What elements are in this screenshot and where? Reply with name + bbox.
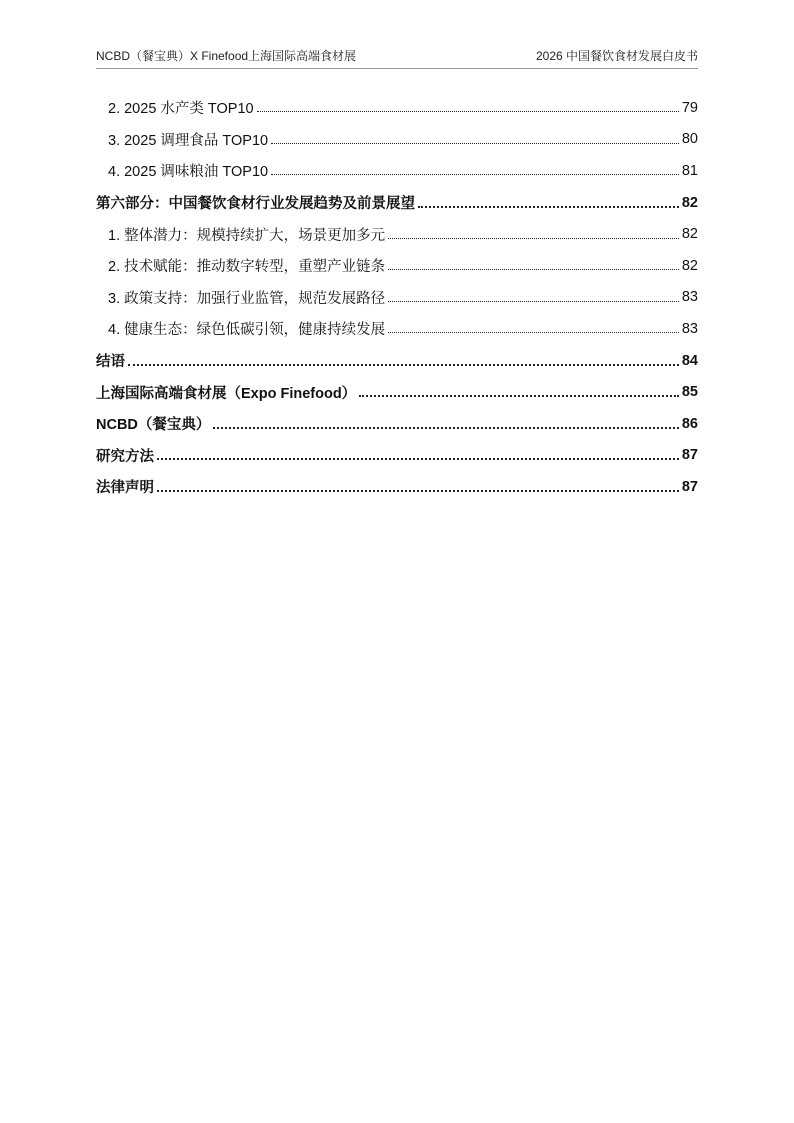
toc-entry-title: NCBD（餐宝典） <box>96 417 211 434</box>
toc-dot-leader <box>271 174 679 175</box>
toc-entry-page-number: 80 <box>681 131 698 148</box>
toc-entry-page-number: 87 <box>681 478 698 495</box>
toc-entry[interactable] <box>96 408 698 440</box>
toc-entry-title: 法律声明 <box>96 480 154 497</box>
toc-entry[interactable] <box>96 124 698 156</box>
toc-dot-leader <box>388 332 679 333</box>
toc-entry-title: 2. 2025 水产类 TOP10 <box>108 101 254 118</box>
toc-entry-title: 4. 2025 调味粮油 TOP10 <box>108 164 269 181</box>
header-right-text: 2026 中国餐饮食材发展白皮书 <box>535 49 698 63</box>
toc-entry-page-number: 85 <box>681 384 698 401</box>
toc-entry-page-number: 83 <box>681 320 698 337</box>
toc-entry[interactable] <box>96 187 698 219</box>
toc-dot-leader <box>418 206 679 208</box>
toc-entry-title: 3. 政策支持：加强行业监管，规范发展路径 <box>108 290 386 307</box>
toc-dot-leader <box>213 427 678 429</box>
toc-entry-title: 结语 <box>96 354 125 371</box>
toc-entry[interactable] <box>96 345 698 377</box>
toc-entry[interactable] <box>96 92 698 124</box>
toc-entry[interactable] <box>96 376 698 408</box>
table-of-contents <box>96 92 698 503</box>
toc-entry[interactable] <box>96 313 698 345</box>
toc-entry-page-number: 87 <box>681 447 698 464</box>
toc-dot-leader <box>359 395 679 397</box>
toc-entry[interactable] <box>96 250 698 282</box>
toc-dot-leader <box>128 364 679 366</box>
toc-entry-page-number: 81 <box>681 162 698 179</box>
toc-entry-page-number: 86 <box>681 415 698 432</box>
toc-entry-title: 研究方法 <box>96 448 154 465</box>
header-divider <box>96 68 698 69</box>
toc-dot-leader <box>257 111 679 112</box>
toc-entry-page-number: 82 <box>681 226 698 243</box>
toc-entry-page-number: 83 <box>681 289 698 306</box>
toc-entry-title: 3. 2025 调理食品 TOP10 <box>108 132 269 149</box>
toc-dot-leader <box>388 238 679 239</box>
toc-entry[interactable] <box>96 282 698 314</box>
toc-entry-title: 4. 健康生态：绿色低碳引领，健康持续发展 <box>108 322 386 339</box>
toc-entry-page-number: 82 <box>681 194 698 211</box>
header-left-text: NCBD（餐宝典）X Finefood上海国际高端食材展 <box>96 49 357 63</box>
toc-entry-page-number: 82 <box>681 257 698 274</box>
toc-dot-leader <box>388 301 679 302</box>
toc-dot-leader <box>157 490 679 492</box>
toc-dot-leader <box>157 458 679 460</box>
toc-entry-title: 1. 整体潜力：规模持续扩大，场景更加多元 <box>108 227 386 244</box>
toc-dot-leader <box>271 143 679 144</box>
toc-entry-title: 第六部分：中国餐饮食材行业发展趋势及前景展望 <box>96 196 415 213</box>
toc-entry-page-number: 84 <box>681 352 698 369</box>
toc-dot-leader <box>388 269 679 270</box>
toc-entry[interactable] <box>96 440 698 472</box>
toc-entry-title: 上海国际高端食材展（Expo Finefood） <box>96 385 357 402</box>
toc-entry[interactable] <box>96 218 698 250</box>
toc-entry-title: 2. 技术赋能：推动数字转型，重塑产业链条 <box>108 259 386 276</box>
toc-entry-page-number: 79 <box>681 99 698 116</box>
page-header <box>96 46 698 66</box>
toc-entry[interactable] <box>96 471 698 503</box>
toc-entry[interactable] <box>96 155 698 187</box>
